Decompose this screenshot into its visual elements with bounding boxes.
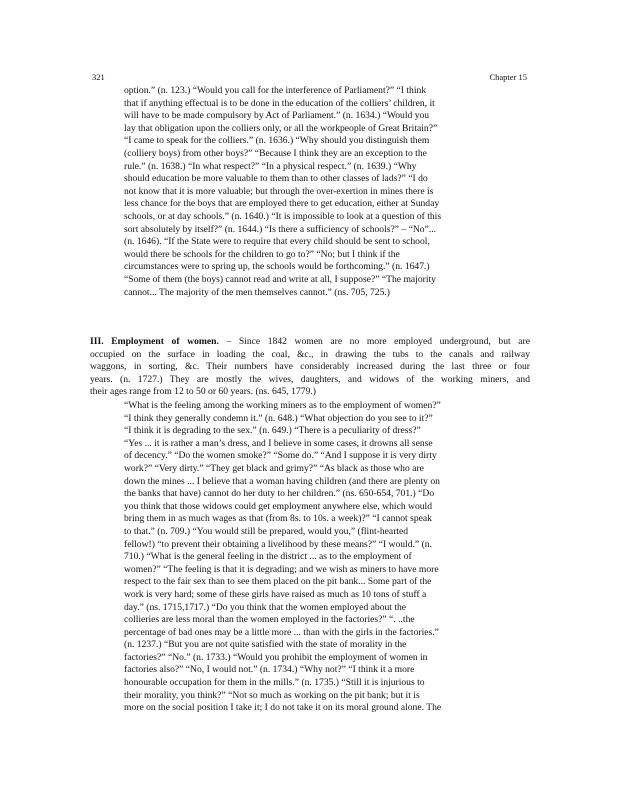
paragraph-text: their ages range from 12 to 50 or 60 years. (ns. 645, 1779.) — [90, 386, 316, 398]
quote-line: “I think it is degrading to the sex.” (n. 649.) “There is a peculiarity of dress?” — [124, 425, 421, 437]
quote-line: (colliery boys) from other boys?” “Because I think they are an exception to the — [124, 147, 427, 159]
quote-line: “What is the feeling among the working miners as to the employment of women?” — [124, 400, 441, 411]
quote-line: “I think they generally condemn it.” (n. 648.) “What objection do you see to it?” — [124, 412, 433, 424]
paragraph-text: – Since 1842 women are no more employed underground, but are — [218, 336, 530, 347]
quote-line: work is very hard; some of these girls have raised as much as 10 tons of stuff a — [124, 588, 427, 600]
quote-line: down the mines ... I believe that a woman having children (and there are plenty on — [124, 475, 440, 487]
quote-line: collieries are less moral than the women employed in the factories?” “. ..the — [124, 614, 415, 626]
quote-line: “Yes ... it is rather a man’s dress, and I believe in some cases, it drowns all sense — [124, 437, 433, 449]
paragraph-line — [90, 386, 530, 399]
quote-line: more on the social position I take it; I do not take it on its moral ground alone. The — [124, 702, 442, 714]
page-number: 321 — [92, 72, 105, 82]
quote-line: 710.) “What is the general feeling in the district ... as to the employment of — [124, 551, 412, 563]
quote-line: women?” “The feeling is that it is degrading; and we wish as miners to have more — [124, 563, 439, 575]
section-employment-of-women — [90, 336, 530, 399]
quote-line: bring them in as much wages as that (from 8s. to 10s. a week)?” “I cannot speak — [124, 513, 432, 525]
quote-line: to that.” (n. 709.) “You would still be prepared, would you,” (flint-hearted — [124, 525, 409, 537]
quote-line: “Some of them (the boys) cannot read and write at all, I suppose?” “The majority — [124, 273, 436, 285]
quote-line: factories also?” “No, I would not.” (n. 1734.) “Why not?” “I think it a more — [124, 664, 415, 676]
quote-line: not know that it is more valuable; but through the over-exertion in mines there is — [124, 185, 434, 197]
quote-line: day.” (ns. 1715,1717.) “Do you think that the women employed about the — [124, 601, 407, 613]
section-heading: III. Employment of women. — [90, 336, 219, 347]
paragraph-line — [90, 336, 530, 349]
quote-line: less chance for the boys that are employed there to get education, either at Sunday — [124, 198, 440, 210]
quote-line: circumstances were to spring up, the schools would be forthcoming.” (n. 1647.) — [124, 261, 430, 273]
quote-line: schools, or at day schools.” (n. 1640.) “It is impossible to look at a question of this — [124, 210, 442, 222]
paragraph-text: occupied on the surface in loading the coal, &c., in drawing the tubs to the canals and railway — [90, 348, 530, 360]
quote-line: factories?” “No.” (n. 1733.) “Would you prohibit the employment of women in — [124, 651, 428, 663]
paragraph-line — [90, 349, 530, 362]
quote-line: (n. 1646). “If the State were to require that every child should be sent to school, — [124, 236, 430, 248]
quote-line: work?” “Very dirty.” “They get black and grimy?” “As black as those who are — [124, 462, 424, 474]
testimony-quote-women — [124, 400, 536, 715]
quote-line: should education be more valuable to them than to other classes of lads?” “I do — [124, 173, 428, 185]
paragraph-first-line — [90, 336, 530, 349]
chapter-label: Chapter 15 — [489, 72, 527, 82]
quote-line: will have to be made compulsory by Act of Parliament.” (n. 1634.) “Would you — [124, 110, 430, 122]
quote-line: would there be schools for the children to go to?” “No; but I think if the — [124, 248, 400, 260]
quote-line: you think that those widows could get employment anywhere else, which would — [124, 500, 433, 512]
quote-line: cannot... The majority of the men themselves cannot.” (ns. 705, 725.) — [124, 286, 390, 298]
quote-line: their morality, you think?” “Not so much as working on the pit bank; but it is — [124, 689, 420, 701]
quote-line: respect to the fair sex than to see them placed on the pit bank... Some part of the — [124, 576, 432, 588]
quote-line: “I came to speak for the colliers.” (n. 1636.) “Why should you distinguish them — [124, 135, 430, 147]
paragraph-text: waggons, in sorting, &c. Their numbers have considerably increased during the last three or four — [90, 361, 530, 373]
testimony-quote-education — [124, 85, 536, 299]
quote-line: rule.” (n. 1638.) “In what respect?” “In a physical respect.” (n. 1639.) “Why — [124, 160, 417, 172]
quote-line: lay that obligation upon the colliers only, or all the workpeople of Great Britain?” — [124, 122, 438, 134]
quote-line: the banks that have) cannot do her duty to her children.” (ns. 650-654, 701.) “Do — [124, 488, 435, 500]
quote-line: sort absolutely by itself?” (n. 1644.) “Is there a sufficiency of schools?” – “No”... — [124, 223, 437, 235]
quote-line: fellow!) “to prevent their obtaining a livelihood by these means?” “I would.” (n. — [124, 538, 432, 550]
quote-line: percentage of bad ones may be a little more ... than with the girls in the factories.” — [124, 626, 439, 638]
paragraph-line — [90, 374, 530, 387]
quote-line: option.” (n. 123.) “Would you call for the interference of Parliament?” “I think — [124, 85, 427, 96]
paragraph-line — [90, 361, 530, 374]
paragraph-text: years. (n. 1727.) They are mostly the wives, daughters, and widows of the working miners, and — [90, 373, 530, 385]
quote-line: of decency.” “Do the women smoke?” “Some do.” “And I suppose it is very dirty — [124, 450, 437, 462]
quote-line: (n. 1237.) “But you are not quite satisfied with the state of morality in the — [124, 639, 407, 651]
quote-line: honourable occupation for them in the mills.” (n. 1735.) “Still it is injurious to — [124, 677, 425, 689]
quote-line: that if anything effectual is to be done in the education of the colliers’ children, it — [124, 97, 435, 109]
